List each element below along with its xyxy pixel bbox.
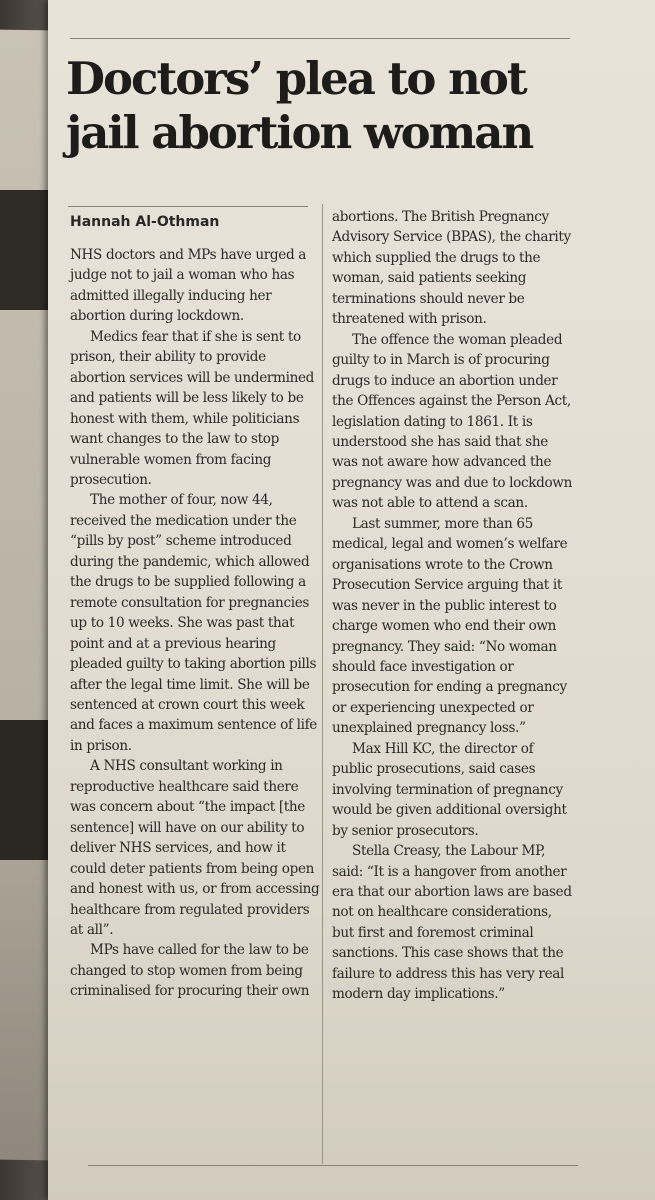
paragraph: The mother of four, now 44, received the medication under the “pills by post” scheme introduced during the pandemic, which allowed the drugs to be supplied following a remote consultation for pregnancies up to 10 weeks. She was past that point and at a previous hearing pleaded guilty to taking abortion pills after the legal time limit. She will be sentenced at crown court this week and faces a maximum sentence of life in prison. <box>70 492 317 754</box>
column-divider <box>322 204 323 1164</box>
top-rule <box>70 38 570 39</box>
article-column-2 <box>332 207 572 1005</box>
paragraph: Max Hill KC, the director of public prosecutions, said cases involving termination of pregnancy would be given additional oversight by senior prosecutors. <box>332 740 567 839</box>
paragraph: Stella Creasy, the Labour MP, said: “It is a hangover from another era that our abortion laws are based not on healthcare considerations, but first and foremost criminal sanctions. This case shows that the failure to address this has very real modern day implications.” <box>332 843 572 1003</box>
adjacent-page-shadow <box>0 190 48 310</box>
byline: Hannah Al-Othman <box>70 214 220 230</box>
byline-rule <box>68 206 308 207</box>
paragraph: MPs have called for the law to be changed to stop women from being criminalised for procuring their own <box>70 942 310 1000</box>
article-column-1 <box>70 245 322 1002</box>
adjacent-page-shadow-lower <box>0 720 50 860</box>
paragraph: Last summer, more than 65 medical, legal and women’s welfare organisations wrote to the Crown Prosecution Service arguing that it was never in the public interest to charge women who end their own pregnancy. They said: “No woman should face investigation or prosecution for ending a pregnancy or experiencing unexpected or unexplained pregnancy loss.” <box>332 515 568 737</box>
headline-line-2: jail abortion woman <box>66 106 533 159</box>
paragraph: A NHS consultant working in reproductive healthcare said there was concern about “the impact [the sentence] will have on our ability to deliver NHS services, and how it could deter patients from being open and honest with us, or from accessing healthcare from regulated providers at all”. <box>70 758 320 938</box>
bottom-rule <box>88 1165 578 1166</box>
paragraph: Medics fear that if she is sent to prison, their ability to provide abortion services will be undermined and patients will be less likely to be honest with them, while politicians want changes to the law to stop vulnerable women from facing prosecution. <box>70 328 315 488</box>
paragraph: NHS doctors and MPs have urged a judge not to jail a woman who has admitted illegally inducing her abortion during lockdown. <box>70 247 307 325</box>
headline <box>66 52 626 160</box>
paragraph: The offence the woman pleaded guilty to in March is of procuring drugs to induce an abortion under the Offences against the Person Act, legislation dating to 1861. It is understood she has said that she was not aware how advanced the pregnancy was and due to lockdown was not able to attend a scan. <box>332 331 572 512</box>
headline-line-1: Doctors’ plea to not <box>66 52 526 105</box>
paragraph: abortions. The British Pregnancy Advisory Service (BPAS), the charity which supplied the drugs to the woman, said patients seeking terminations should never be threatened with prison. <box>332 209 571 328</box>
